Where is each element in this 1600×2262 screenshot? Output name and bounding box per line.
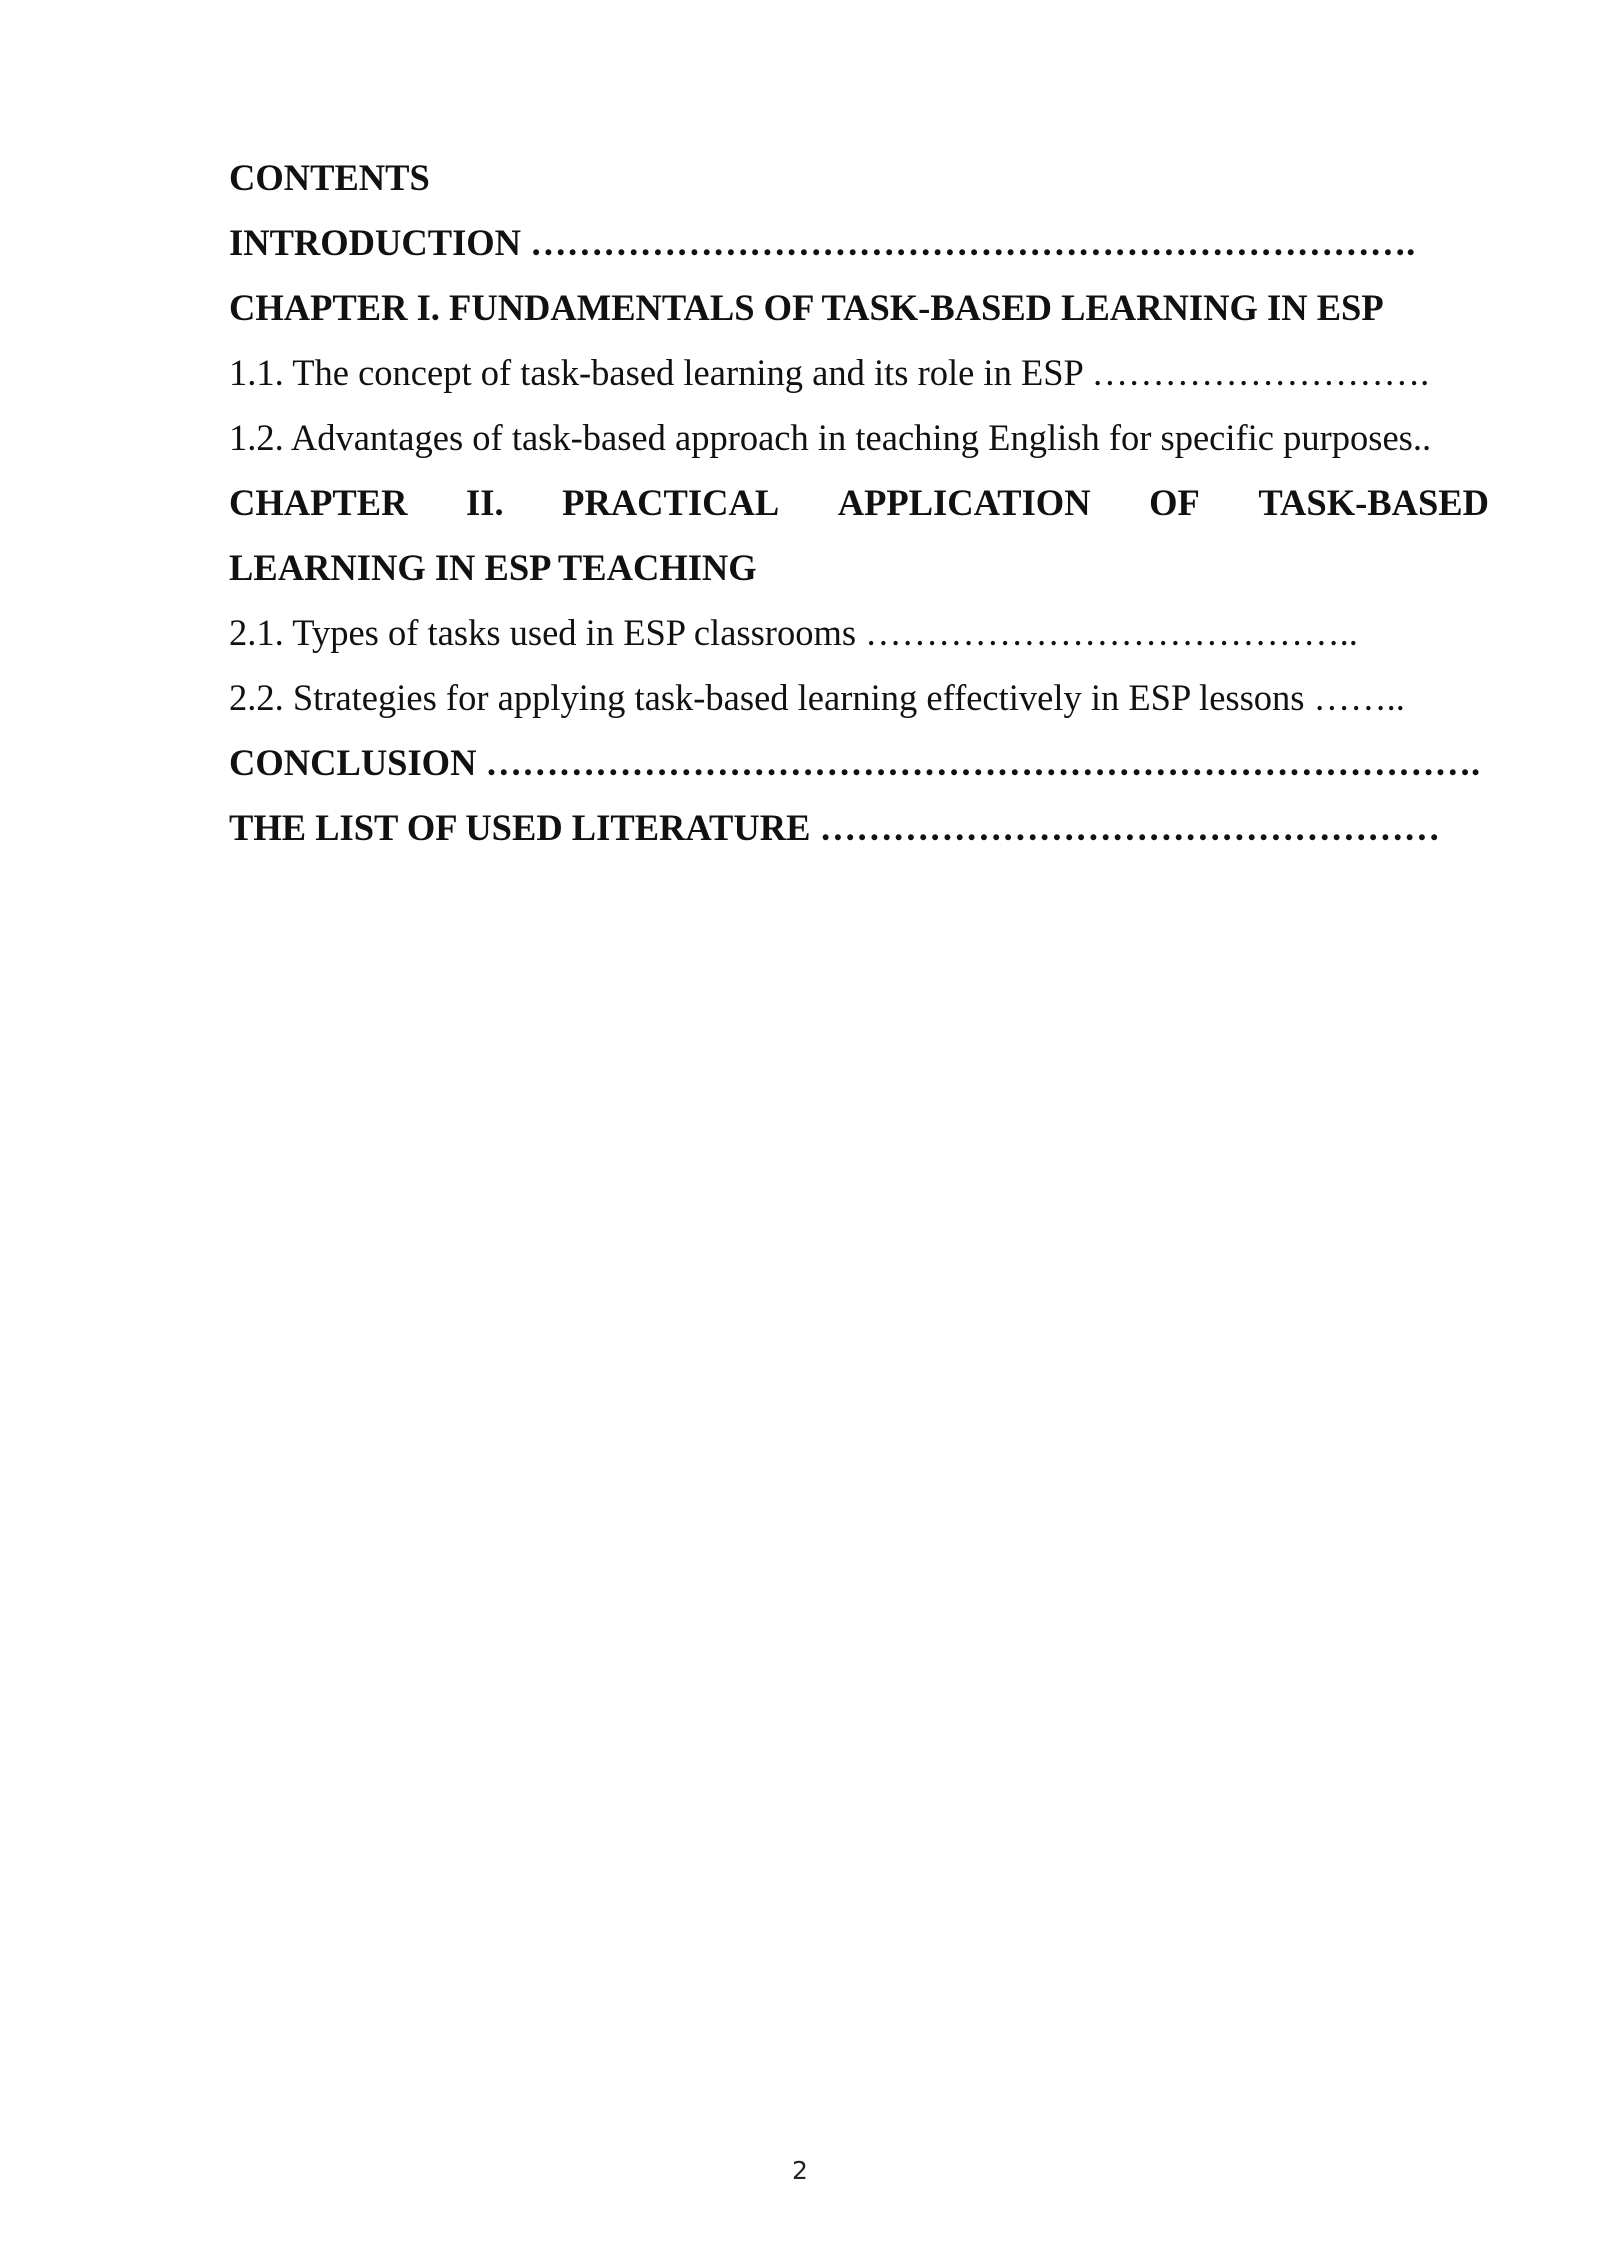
table-of-contents [229, 145, 1489, 860]
toc-entry-introduction: INTRODUCTION ………………………………………………………………. [229, 222, 1416, 263]
chapter-2-word: II. [466, 482, 504, 523]
chapter-2-word: TASK-BASED [1258, 482, 1489, 523]
toc-entry-chapter-1: CHAPTER I. FUNDAMENTALS OF TASK-BASED LEARNING IN ESP [229, 287, 1384, 328]
page-number: 2 [792, 2156, 808, 2185]
toc-entry-section-1-1: 1.1. The concept of task-based learning and its role in ESP ………………………. [229, 352, 1430, 393]
contents-heading: CONTENTS [229, 157, 430, 198]
chapter-2-word: PRACTICAL [562, 482, 780, 523]
toc-entry-chapter-2 [229, 470, 1489, 535]
toc-entry-chapter-2-continued: LEARNING IN ESP TEACHING [229, 547, 757, 588]
toc-entry-conclusion: CONCLUSION ………………………………………………………………………. [229, 742, 1481, 783]
chapter-2-word: APPLICATION [837, 482, 1091, 523]
chapter-2-word: CHAPTER [229, 482, 408, 523]
toc-entry-section-1-2: 1.2. Advantages of task-based approach in teaching English for specific purposes.. [229, 417, 1432, 458]
toc-entry-literature: THE LIST OF USED LITERATURE …………………………………………… [229, 807, 1441, 848]
chapter-2-word: OF [1149, 482, 1200, 523]
toc-entry-section-2-1: 2.1. Types of tasks used in ESP classrooms ………………………………….. [229, 612, 1358, 653]
toc-entry-section-2-2: 2.2. Strategies for applying task-based learning effectively in ESP lessons …….. [229, 677, 1405, 718]
